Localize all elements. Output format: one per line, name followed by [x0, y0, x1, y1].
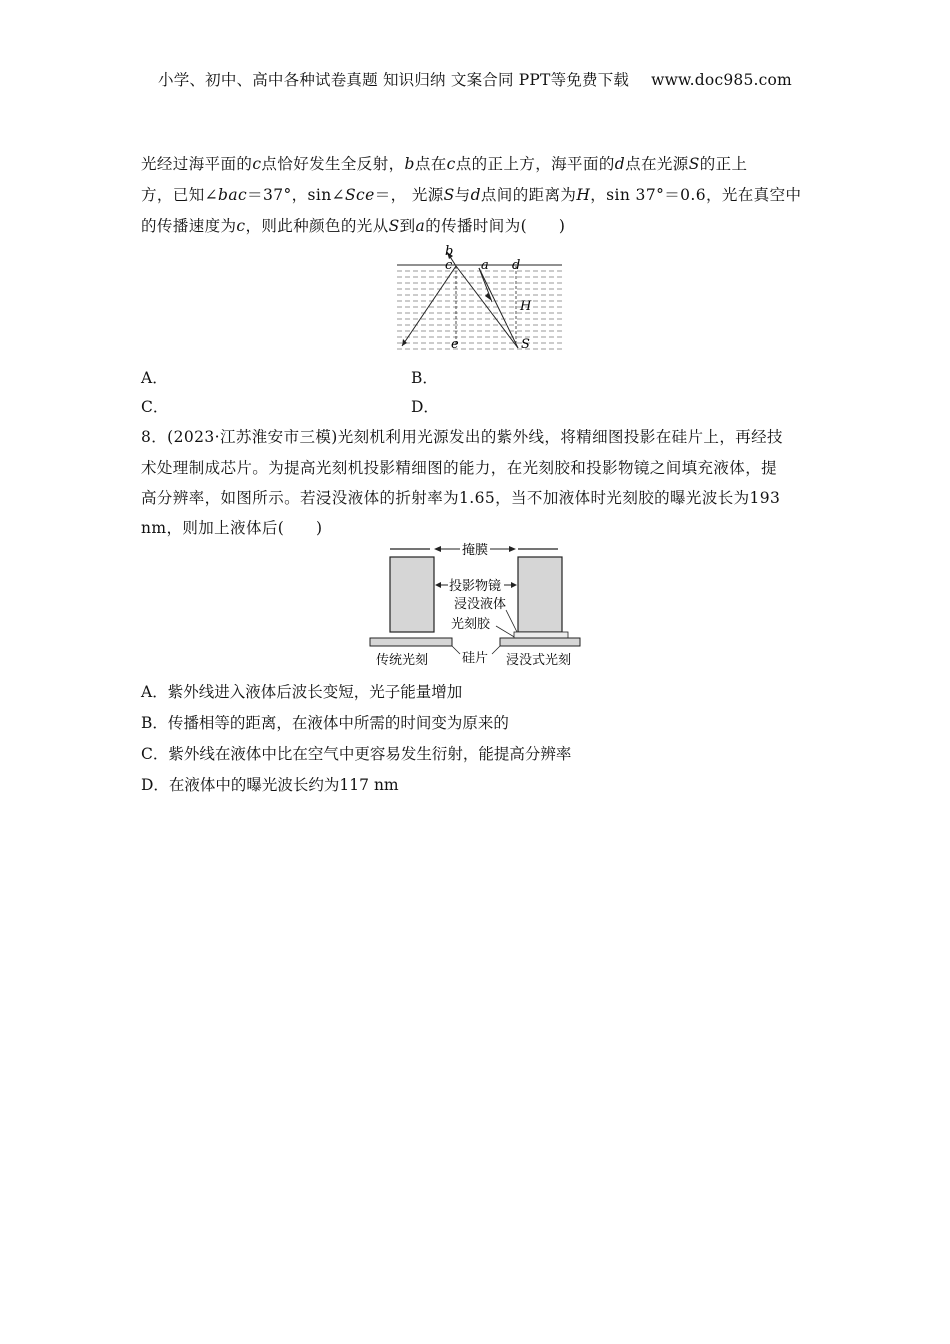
- label-c: c: [445, 258, 453, 273]
- q8-option-d: D．在液体中的曝光波长约为117 nm: [141, 776, 399, 794]
- header-ad-text: 小学、初中、高中各种试卷真题 知识归纳 文案合同 PPT等免费下载: [158, 71, 630, 89]
- q7-option-c: C．: [141, 398, 169, 416]
- water-lines: [397, 271, 562, 349]
- q7-line-1: 光经过海平面的c点恰好发生全反射，b点在c点的正上方，海平面的d点在光源S的正上: [141, 155, 748, 173]
- q8-option-a: A．紫外线进入液体后波长变短，光子能量增加: [141, 683, 463, 701]
- label-liquid: 浸没液体: [454, 597, 507, 612]
- label-traditional: 传统光刻: [376, 653, 429, 668]
- wafer-left: [370, 638, 452, 646]
- q7-sea-surface-diagram: [394, 244, 566, 354]
- q8-option-c: C．紫外线在液体中比在空气中更容易发生衍射，能提高分辨率: [141, 745, 572, 763]
- q8-line-2: 术处理制成芯片。为提高光刻机投影精细图的能力，在光刻胶和投影物镜之间填充液体，提: [141, 459, 778, 477]
- ray-S-to-a: [479, 268, 518, 348]
- q7-line-2: 方，已知∠bac＝37°，sin∠Sce＝， 光源S与d点间的距离为H，sin 37°＝0.6，光在真空中: [141, 186, 802, 204]
- arrow-a: [485, 293, 492, 301]
- ray-c-reflected: [402, 266, 456, 346]
- label-e: e: [451, 337, 459, 352]
- label-d: d: [512, 258, 521, 273]
- label-lens: 投影物镜: [449, 579, 502, 594]
- q7-option-b: B．: [411, 369, 438, 387]
- q8-line-3: 高分辨率，如图所示。若浸没液体的折射率为1.65，当不加液体时光刻胶的曝光波长为193: [141, 489, 781, 507]
- label-immersion: 浸没式光刻: [506, 653, 572, 668]
- header-site: www.doc985.com: [651, 71, 792, 89]
- label-wafer: 硅片: [462, 651, 489, 666]
- q8-option-b: B．传播相等的距离，在液体中所需的时间变为原来的: [141, 714, 509, 732]
- q7-option-d: D．: [411, 398, 439, 416]
- liquid-layer: [514, 632, 568, 638]
- page-header: [0, 68, 950, 90]
- q8-lithography-diagram: [368, 540, 584, 670]
- lens-left: [390, 557, 434, 632]
- label-b: b: [445, 244, 454, 259]
- wafer-right: [500, 638, 580, 646]
- label-S: S: [521, 337, 530, 352]
- label-mask: 掩膜: [462, 543, 489, 558]
- lens-right: [518, 557, 562, 632]
- label-resist: 光刻胶: [451, 617, 491, 632]
- q7-line-3: 的传播速度为c，则此种颜色的光从S到a的传播时间为( ): [141, 217, 566, 235]
- q8-line-4: nm，则加上液体后( ): [141, 519, 323, 537]
- q7-option-a: A．: [141, 369, 168, 387]
- q8-line-1: 8．(2023·江苏淮安市三模)光刻机利用光源发出的紫外线，将精细图投影在硅片上，再经技: [141, 428, 783, 446]
- label-a: a: [481, 258, 489, 273]
- label-H: H: [520, 299, 532, 314]
